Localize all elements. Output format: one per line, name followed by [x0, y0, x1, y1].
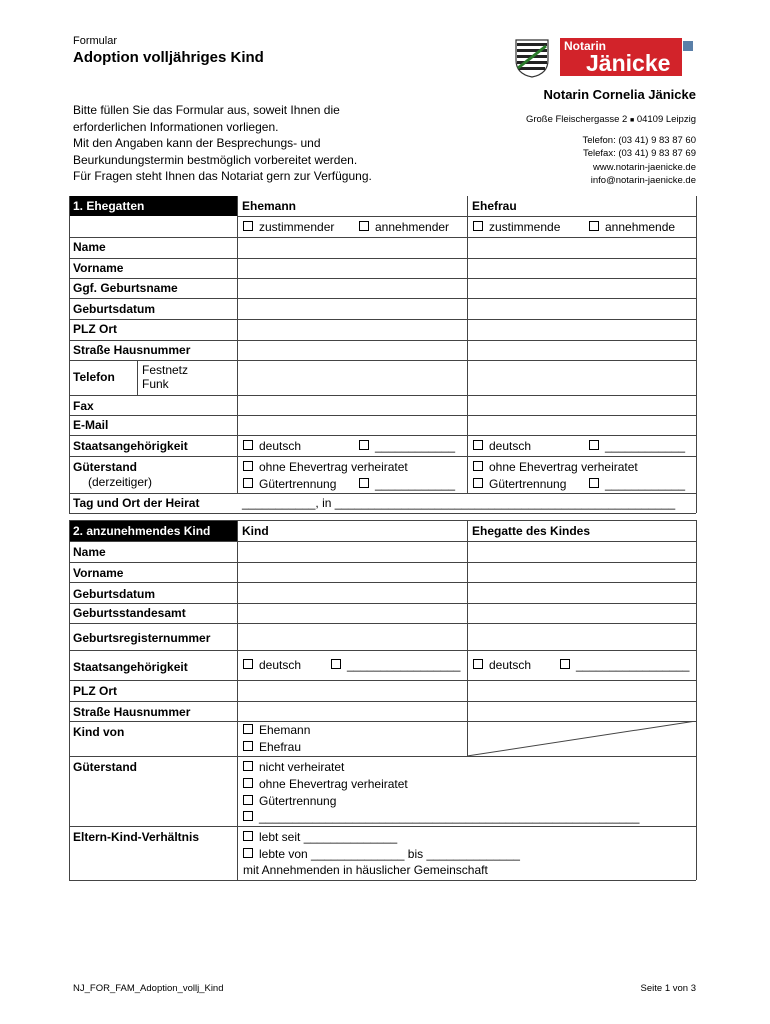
heirat-date-place-field[interactable]: ___________, in ___________________________________________________: [242, 496, 676, 510]
address-street: Große Fleischergasse 2: [525, 114, 628, 125]
label-festnetz: Festnetz: [142, 363, 189, 377]
label-staatsangehoerigkeit: Staatsangehörigkeit: [73, 439, 188, 453]
section2-title: 2. anzunehmendes Kind: [73, 524, 211, 538]
intro-line: erforderlichen Informationen vorliegen.: [73, 119, 279, 134]
col-ehegatte: Ehegatte des Kindes: [472, 524, 591, 538]
section2-header: [69, 520, 237, 541]
husband-other-nationality-checkbox[interactable]: ____________: [359, 439, 455, 453]
form-eyebrow: Formular: [73, 35, 118, 47]
not-applicable-diagonal: [467, 721, 696, 756]
phone: Telefon: (03 41) 9 83 87 60: [582, 135, 696, 146]
label-strasse: Straße Hausnummer: [73, 343, 191, 357]
label-kind-von: Kind von: [73, 725, 125, 739]
footer-doc-id: NJ_FOR_FAM_Adoption_vollj_Kind: [73, 983, 224, 994]
wife-guetertrennung-checkbox[interactable]: Gütertrennung: [473, 477, 566, 491]
kind-von-ehemann-checkbox[interactable]: Ehemann: [243, 723, 310, 737]
label-heirat: Tag und Ort der Heirat: [73, 496, 200, 510]
section1-title: 1. Ehegatten: [73, 199, 145, 213]
notary-logo: [514, 38, 694, 80]
logo-line2: Jänicke: [586, 50, 671, 76]
label-geburtsdatum: Geburtsdatum: [73, 302, 156, 316]
guetertrennung-checkbox[interactable]: Gütertrennung: [243, 794, 336, 808]
intro-line: Bitte füllen Sie das Formular aus, soweit Ihnen die: [73, 103, 340, 117]
kind-deutsch-checkbox[interactable]: deutsch: [243, 658, 301, 672]
email-link[interactable]: info@notarin-jaenicke.de: [590, 174, 696, 186]
label-geburtsname: Ggf. Geburtsname: [73, 281, 178, 295]
fax: Telefax: (03 41) 9 83 87 69: [582, 148, 696, 160]
label-gueterstand: Güterstand: [73, 460, 138, 474]
footer-page-number: Seite 1 von 3: [640, 983, 696, 994]
label-kind-geburtsdatum: Geburtsdatum: [73, 587, 156, 601]
label-kind-registernummer: Geburtsregisternummer: [73, 631, 211, 645]
husband-consenting-checkbox[interactable]: zustimmender: [243, 220, 334, 234]
label-kind-name: Name: [73, 545, 106, 559]
address-city: 04109 Leipzig: [636, 114, 696, 125]
husband-ohne-ehevertrag-checkbox[interactable]: ohne Ehevertrag verheiratet: [243, 460, 408, 474]
col-husband: Ehemann: [242, 199, 297, 213]
husband-adopting-checkbox[interactable]: annehmender: [359, 220, 449, 234]
col-kind: Kind: [242, 524, 269, 538]
label-funk: Funk: [142, 377, 169, 391]
label-kind-staatsangehoerigkeit: Staatsangehörigkeit: [73, 660, 188, 674]
label-fax: Fax: [73, 399, 94, 413]
contact-block: [582, 134, 696, 187]
kind-other-nationality-checkbox[interactable]: _________________: [331, 658, 460, 672]
label-kind-vorname: Vorname: [73, 566, 124, 580]
page-title: Adoption volljähriges Kind: [73, 49, 264, 66]
label-eltern-kind: Eltern-Kind-Verhältnis: [73, 830, 200, 844]
label-kind-strasse: Straße Hausnummer: [73, 705, 191, 719]
label-derzeitiger: (derzeitiger): [88, 475, 153, 489]
lebt-seit-checkbox[interactable]: lebt seit ______________: [243, 830, 397, 844]
website-link[interactable]: www.notarin-jaenicke.de: [593, 161, 696, 173]
address-line: [526, 114, 696, 125]
intro-text: [73, 102, 372, 185]
husband-deutsch-checkbox[interactable]: deutsch: [243, 439, 301, 453]
col-wife: Ehefrau: [472, 199, 517, 213]
husband-guetertrennung-checkbox[interactable]: Gütertrennung: [243, 477, 336, 491]
logo-line1: Notarin: [564, 39, 606, 53]
nicht-verheiratet-checkbox[interactable]: nicht verheiratet: [243, 760, 344, 774]
intro-line: Beurkundungstermin bestmöglich vorbereitet werden.: [73, 152, 358, 167]
ehegatte-other-nationality-checkbox[interactable]: _________________: [560, 658, 689, 672]
wife-consenting-checkbox[interactable]: zustimmende: [473, 220, 560, 234]
coat-of-arms-icon: [514, 38, 550, 78]
ohne-ehevertrag-checkbox[interactable]: ohne Ehevertrag verheiratet: [243, 777, 408, 791]
gueterstand-other-checkbox[interactable]: _________________________________________________________: [243, 810, 639, 824]
husband-gueterstand-other-checkbox[interactable]: ____________: [359, 477, 455, 491]
label-kind-plz-ort: PLZ Ort: [73, 684, 117, 698]
gemeinschaft-text: mit Annehmenden in häuslicher Gemeinschaft: [243, 863, 488, 877]
label-telefon: Telefon: [73, 370, 115, 384]
wife-ohne-ehevertrag-checkbox[interactable]: ohne Ehevertrag verheiratet: [473, 460, 638, 474]
wife-deutsch-checkbox[interactable]: deutsch: [473, 439, 531, 453]
label-kind-standesamt: Geburtsstandesamt: [73, 606, 186, 620]
logo-accent-square: [683, 41, 693, 51]
intro-line: Mit den Angaben kann der Besprechungs- und: [73, 136, 321, 151]
section1-header: [69, 196, 237, 216]
label-vorname: Vorname: [73, 261, 124, 275]
wife-other-nationality-checkbox[interactable]: ____________: [589, 439, 685, 453]
label-name: Name: [73, 240, 106, 254]
notary-name: Notarin Cornelia Jänicke: [543, 87, 696, 102]
ehegatte-deutsch-checkbox[interactable]: deutsch: [473, 658, 531, 672]
intro-line: Für Fragen steht Ihnen das Notariat gern zur Verfügung.: [73, 169, 372, 184]
wife-gueterstand-other-checkbox[interactable]: ____________: [589, 477, 685, 491]
kind-von-ehefrau-checkbox[interactable]: Ehefrau: [243, 740, 301, 754]
wife-adopting-checkbox[interactable]: annehmende: [589, 220, 675, 234]
label-plz-ort: PLZ Ort: [73, 322, 117, 336]
label-email: E-Mail: [73, 418, 109, 432]
logo-red-block: [560, 38, 682, 76]
lebte-von-checkbox[interactable]: lebte von ______________ bis ______________: [243, 847, 520, 861]
address-separator: ■: [629, 117, 635, 124]
label-kind-gueterstand: Güterstand: [73, 760, 138, 774]
